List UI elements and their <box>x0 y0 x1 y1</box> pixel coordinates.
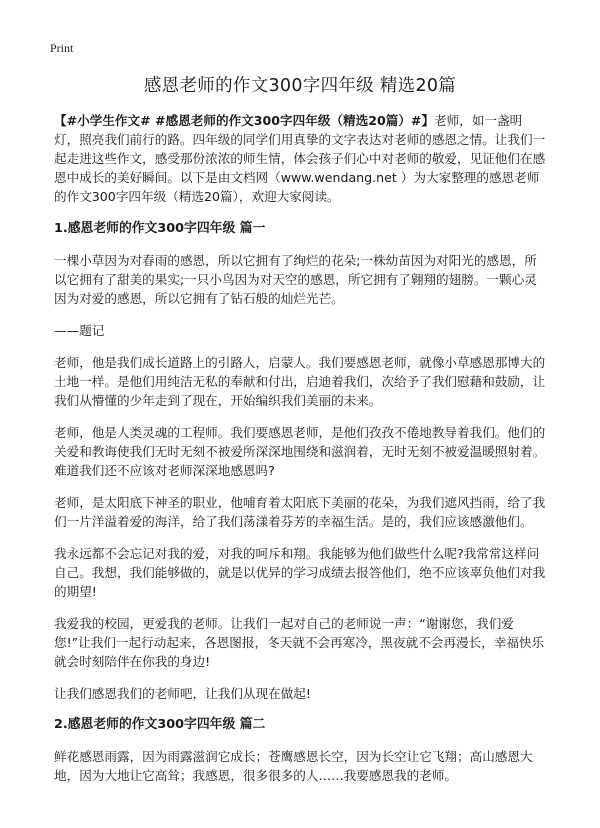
section-1-paragraph-6: 我爱我的校园，更爱我的老师。让我们一起对自己的老师说一声：“谢谢您，我们爱您!”让我们一起行动起来，各恩图报，冬天就不会再寒冷，黑夜就不会再漫长，幸福快乐就会时刻陪伴在你我的身边! <box>54 616 545 669</box>
document-title: 感恩老师的作文300字四年级 精选20篇 <box>143 76 457 96</box>
section-1-signature: ——题记 <box>54 323 105 338</box>
section-heading-2: 2.感恩老师的作文300字四年级 篇二 <box>54 717 266 732</box>
print-link[interactable]: Print <box>50 41 74 55</box>
intro-text: 老师，如一盏明灯，照亮我们前行的路。四年级的同学们用真挚的文字表达对老师的感恩之情。让我们一起走进这些作文，感受那份浓浓的师生情，体会孩子们心中对老师的敬爱，见证他们在感恩中成长的美好瞬间。以下是由文档网（www.wendang.net ）为大家整理的感恩老师的作文300字四年级（精选20篇），欢迎大家阅读。 <box>54 113 546 204</box>
section-1-paragraph-2: 老师，他是我们成长道路上的引路人，启蒙人。我们要感恩老师，就像小草感恩那博大的土地一样。是他们用纯洁无私的奉献和付出，启迪着我们，次给予了我们慰藉和鼓励，让我们从懵懂的少年走到了现在，开始编织我们美丽的未来。 <box>54 355 546 408</box>
section-2-paragraph-1: 鲜花感恩雨露，因为雨露滋润它成长；苍鹰感恩长空，因为长空让它飞翔；高山感恩大地，因为大地让它高耸；我感恩，很多很多的人……我要感恩我的老师。 <box>54 749 533 783</box>
section-heading-1: 1.感恩老师的作文300字四年级 篇一 <box>54 221 266 236</box>
section-1-paragraph-1: 一棵小草因为对春雨的感恩，所以它拥有了绚烂的花朵;一株幼苗因为对阳光的感恩，所以它拥有了甜美的果实;一只小鸟因为对天空的感恩，所它拥有了翱翔的翅膀。一颗心灵因为对爱的感恩，所以它拥有了钻石般的灿烂光芒。 <box>54 253 537 306</box>
section-1-paragraph-4: 老师，是太阳底下神圣的职业，他哺育着太阳底下美丽的花朵，为我们遮风挡雨，给了我们一片洋溢着爱的海洋，给了我们荡漾着芬芳的幸福生活。是的，我们应该感激他们。 <box>54 495 546 529</box>
section-1-paragraph-5: 我永远都不会忘记对我的爱，对我的呵斥和翔。我能够为他们做些什么呢?我常常这样问自己。我想，我们能够做的，就是以优异的学习成绩去报答他们，绝不应该辜负他们对我的期望! <box>54 546 546 599</box>
section-1-paragraph-3: 老师，他是人类灵魂的工程师。我们要感恩老师，是他们孜孜不倦地教导着我们。他们的关爱和教诲使我们无时无刻不被爱所深深地围绕和滋润着，无时无刻不被爱温暖照射着。难道我们还不应该对老师深深地感恩吗? <box>54 425 546 478</box>
intro-tag: 【#小学生作文# #感恩老师的作文300字四年级（精选20篇）#】 <box>54 113 435 128</box>
intro-paragraph <box>54 111 546 206</box>
section-1-paragraph-7: 让我们感恩我们的老师吧，让我们从现在做起! <box>54 686 311 701</box>
